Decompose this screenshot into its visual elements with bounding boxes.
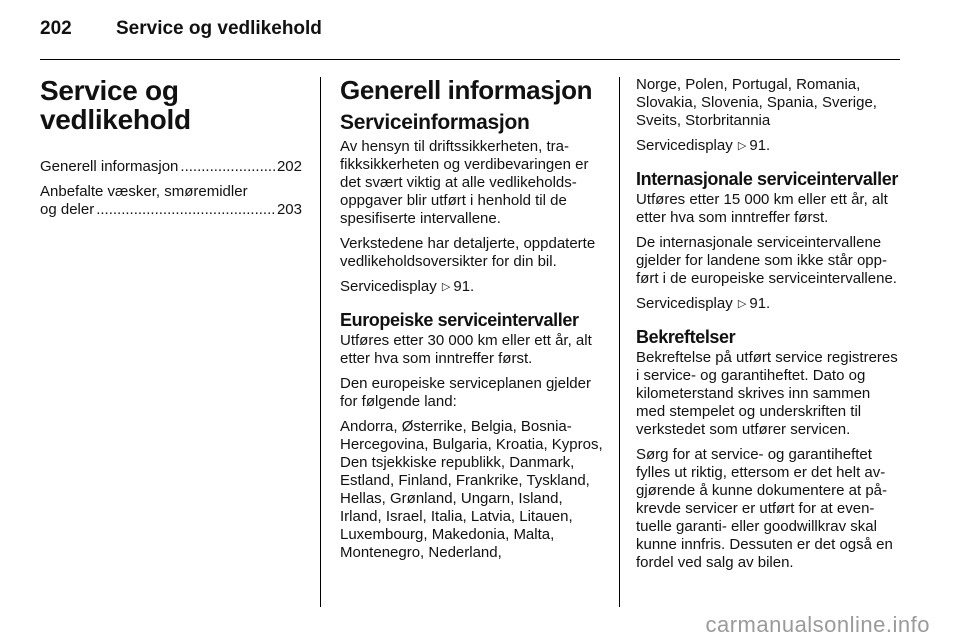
subsection-title-european-intervals: Europeiske serviceintervaller [340,310,579,330]
page-reference-arrow-icon: ▷ [737,298,747,310]
column-divider-left [320,77,321,607]
reference-label: Servicedisplay [340,278,437,295]
confirmations-paragraph-2: Sørg for at service- og garantiheftet fylles ut riktig, ettersom er det helt avgjørende å kunne dokumentere at påkrevde servicer er utført for at eventuelle garanti- eller goodwillkrav skal kunne innfris. Dessuten er det også en fordel ved salg av bilen. [636,446,893,571]
toc-item-label: Generell informasjon [40,158,179,175]
reference-page: 91. [749,295,771,312]
header-rule [40,59,900,60]
toc-item-label-line2: og deler [40,201,95,218]
reference-label: Servicedisplay [636,295,733,312]
chapter-toc [40,158,302,219]
toc-leader-dots [96,201,275,219]
subsection-title-confirmations: Bekreftelser [636,327,736,347]
toc-leader-dots [180,158,275,176]
toc-item-general-info[interactable] [40,158,302,176]
page-number: 202 [40,18,72,39]
chapter-title [40,76,302,134]
european-country-list-continued: Norge, Polen, Portugal, Romania, Slovakia, Slovenia, Spania, Sverige, Sveits, Storbritannia [636,76,877,129]
service-display-reference[interactable] [636,137,902,155]
confirmations-paragraph-1: Bekreftelse på utført service registreres i service- og garantiheftet. Dato og kilometerstand skrives inn sammen med stempelet og underskriften til verkstedet som utfører servicen. [636,349,898,438]
column-divider-right [619,77,620,607]
page-reference-arrow-icon: ▷ [441,281,451,293]
content-column-right [636,76,902,579]
service-display-reference[interactable] [340,278,606,296]
subsection-title-international-intervals: Internasjonale serviceintervaller [636,169,898,189]
page-header [40,18,900,58]
chapter-title-line2: vedlikehold [40,104,191,135]
international-paragraph-2: De internasjonale serviceintervallene gjelder for landene som ikke står oppført i de europeiske serviceintervallene. [636,234,897,287]
toc-item-label-line1: Anbefalte væsker, smøremidler [40,183,248,200]
page-reference-arrow-icon: ▷ [737,140,747,152]
toc-item-page: 202 [276,158,302,175]
watermark-text: carmanualsonline.info [705,612,930,637]
section-title-general-info: Generell informasjon [340,75,593,105]
reference-label: Servicedisplay [636,137,733,154]
running-header-title: Service og vedlikehold [116,18,322,39]
service-info-paragraph-1: Av hensyn til driftssikkerheten, trafikksikkerheten og verdibevaringen er det svært viktig at alle vedlikeholdsoppgaver blir utført i henhold til de spesifiserte intervallene. [340,138,589,227]
international-paragraph-1: Utføres etter 15 000 km eller ett år, alt etter hva som inntreffer først. [636,191,888,226]
content-column-middle [340,76,606,569]
toc-item-recommended-fluids[interactable] [40,183,302,219]
chapter-title-line1: Service og [40,75,179,106]
european-paragraph-1: Utføres etter 30 000 km eller ett år, alt etter hva som inntreffer først. [340,332,592,367]
european-country-list: Andorra, Østerrike, Belgia, Bosnia-Hercegovina, Bulgaria, Kroatia, Kypros, Den tsjekkiske republikk, Danmark, Estland, Finland, Frankrike, Tyskland, Hellas, Grønland, Ungarn, Island, Irland, Israel, Italia, Latvia, Litauen, Luxembourg, Makedonia, Malta, Montenegro, Nederland, [340,418,603,561]
toc-item-page: 203 [276,201,302,218]
european-paragraph-2: Den europeiske serviceplanen gjelder for følgende land: [340,375,591,410]
service-info-paragraph-2: Verkstedene har detaljerte, oppdaterte vedlikeholdsoversikter for din bil. [340,235,596,270]
service-display-reference[interactable] [636,295,902,313]
subsection-title-service-info: Serviceinformasjon [340,111,530,134]
reference-page: 91. [749,137,771,154]
reference-page: 91. [453,278,475,295]
chapter-column [40,76,302,226]
